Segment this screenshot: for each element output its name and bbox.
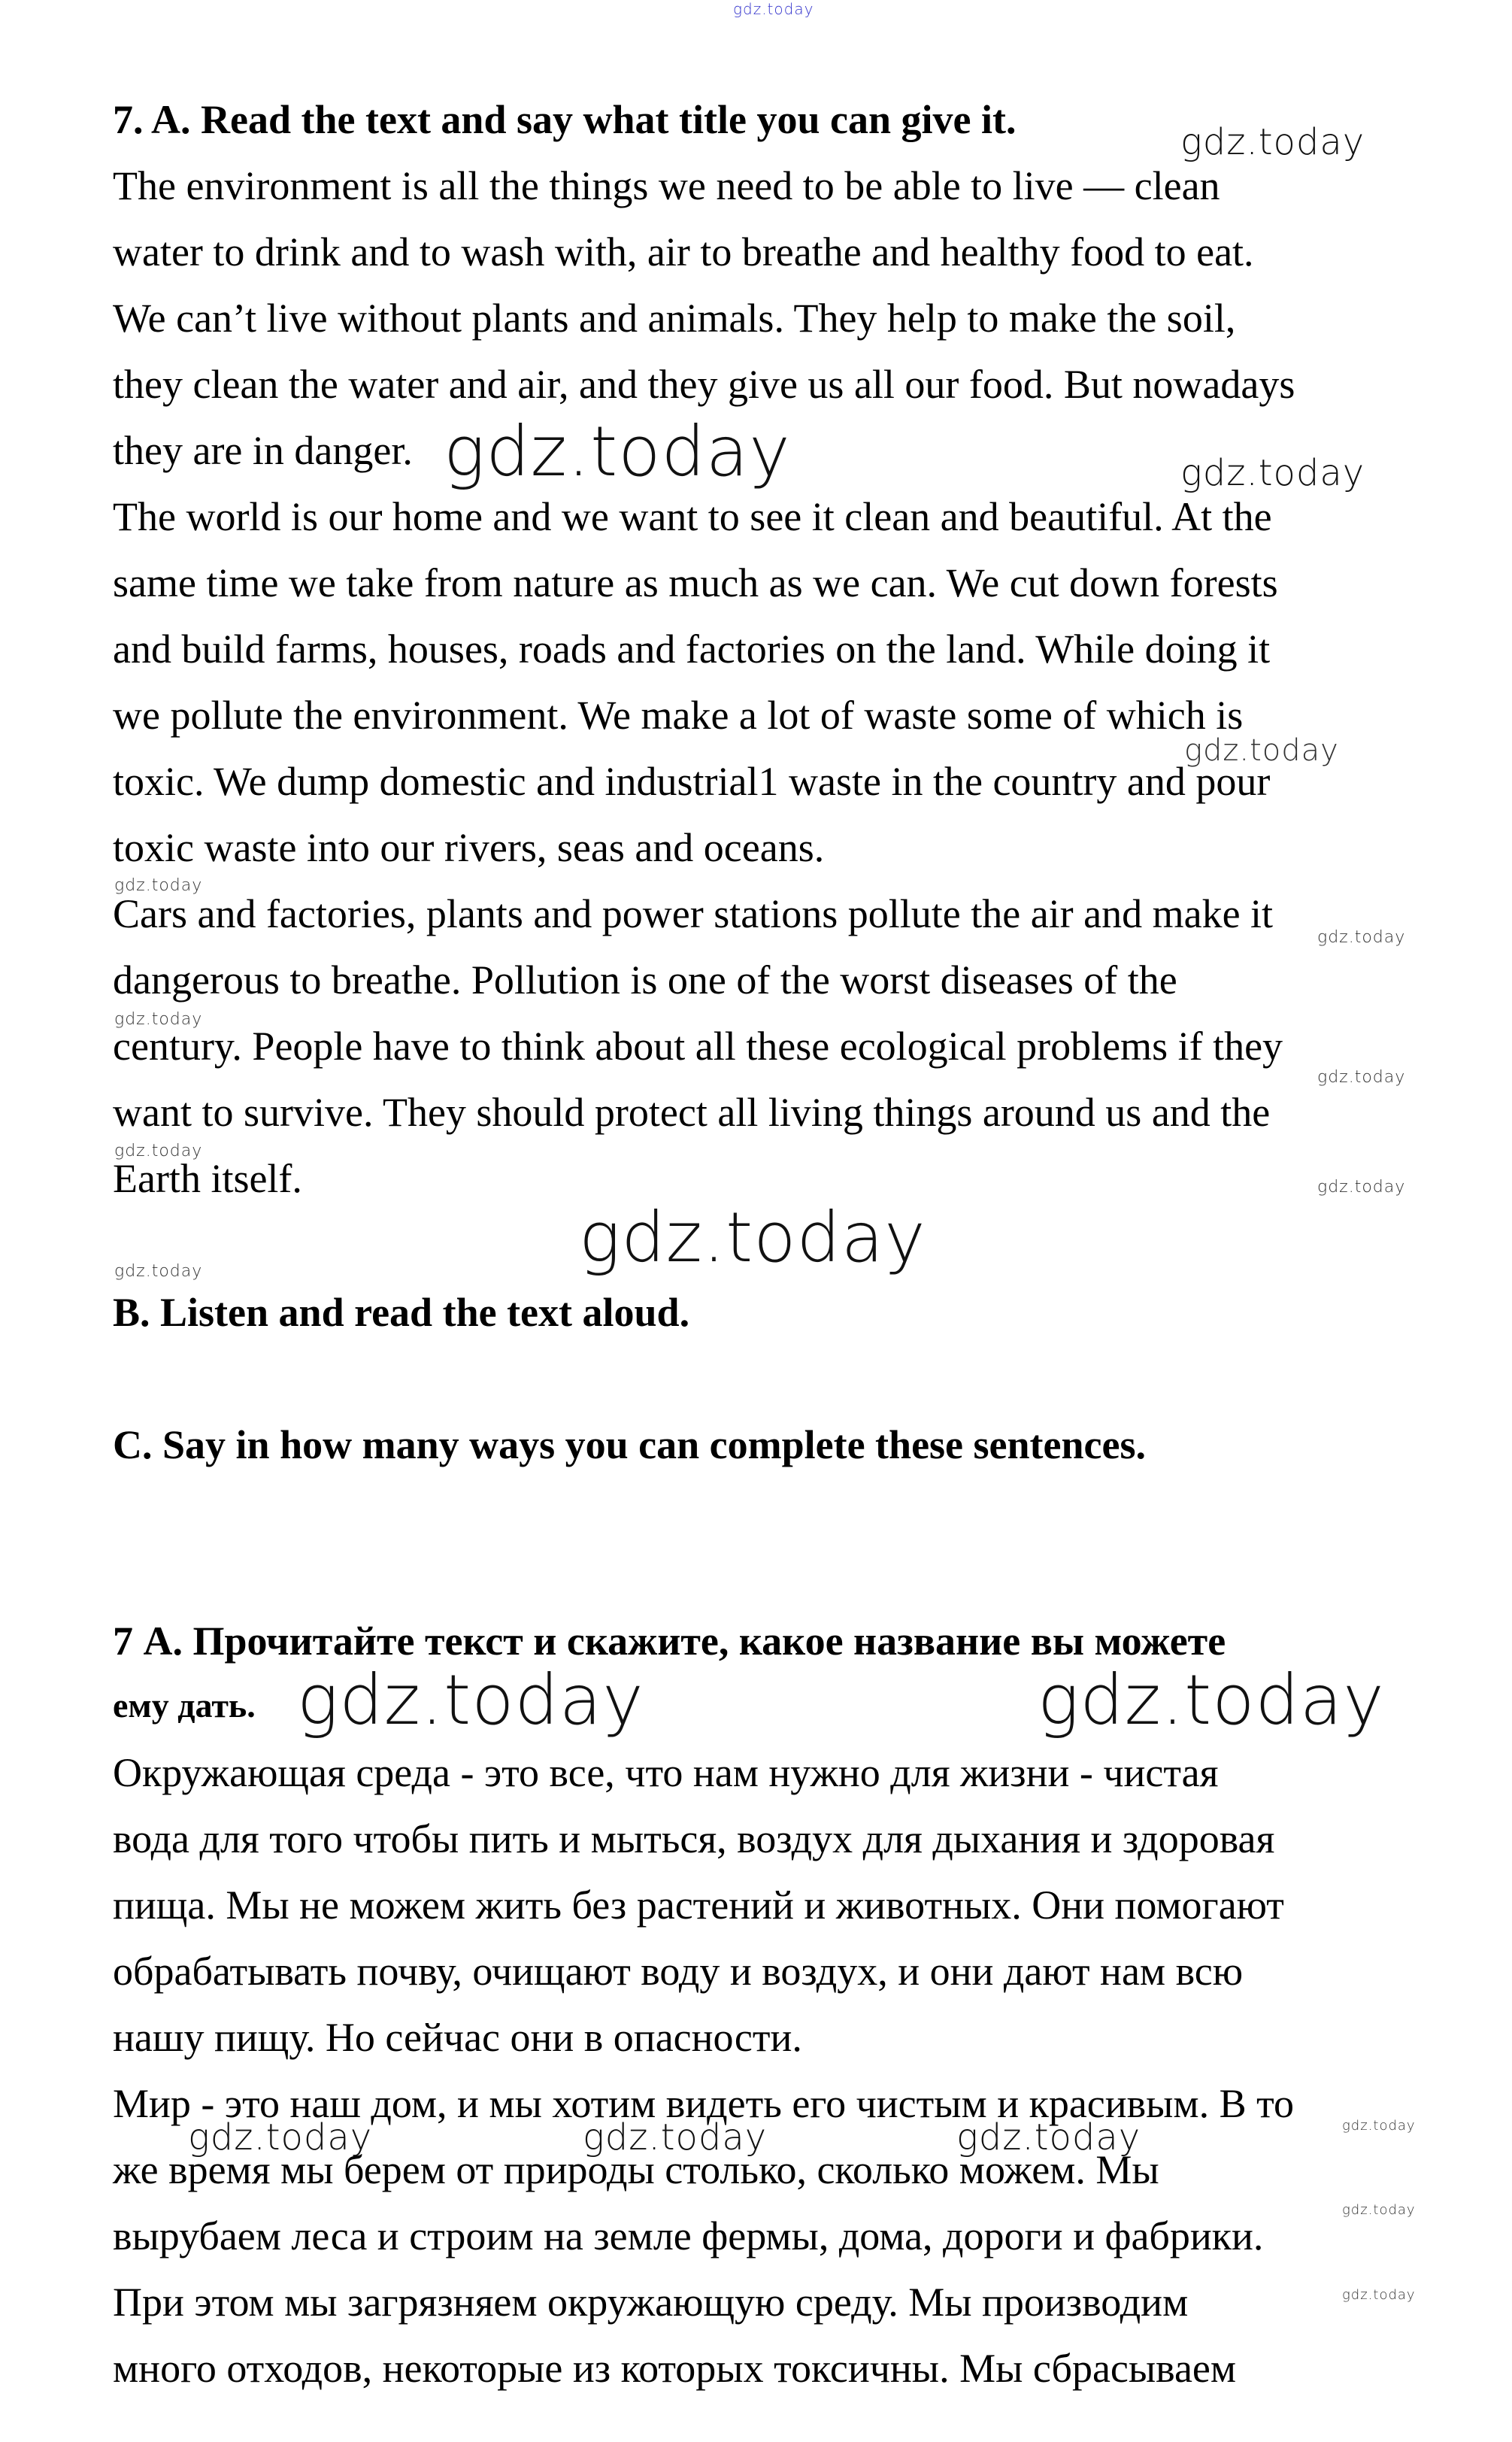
- text-line: same time we take from nature as much as we can. We cut down forests: [113, 560, 1278, 605]
- watermark-small: gdz.today: [114, 1010, 203, 1029]
- text-line: много отходов, некоторые из которых токсичны. Мы сбрасываем: [113, 2346, 1237, 2391]
- text-line: Cars and factories, plants and power stations pollute the air and make it: [113, 891, 1274, 936]
- watermark-small: gdz.today: [1342, 2202, 1416, 2218]
- text-line: обрабатывать почву, очищают воду и воздух, и они дают нам всю: [113, 1949, 1244, 1994]
- watermark: gdz.today: [956, 2116, 1141, 2158]
- text-line: нашу пищу. Но сейчас они в опасности.: [113, 2015, 802, 2060]
- text-line: Окружающая среда - это все, что нам нужно для жизни - чистая: [113, 1750, 1219, 1795]
- text-line: Мир - это наш дом, и мы хотим видеть его чистым и красивым. В то: [113, 2081, 1295, 2126]
- watermark-small: gdz.today: [1317, 1068, 1406, 1087]
- watermark-large: gdz.today: [1038, 1660, 1385, 1740]
- text-line: We can’t live without plants and animals. They help to make the soil,: [113, 296, 1236, 341]
- watermark: gdz.today: [188, 2116, 373, 2158]
- text-line: they are in danger.: [113, 428, 413, 473]
- text-line: toxic waste into our rivers, seas and oceans.: [113, 825, 825, 870]
- text-line: century. People have to think about all these ecological problems if they: [113, 1024, 1283, 1069]
- text-line: The world is our home and we want to see it clean and beautiful. At the: [113, 494, 1272, 539]
- text-line: пища. Мы не можем жить без растений и животных. Они помогают: [113, 1882, 1284, 1928]
- watermark-large: gdz.today: [579, 1197, 926, 1278]
- text-line: want to survive. They should protect all living things around us and the: [113, 1090, 1271, 1135]
- watermark-small: gdz.today: [1342, 2287, 1416, 2303]
- text-line: же время мы берем от природы столько, сколько можем. Мы: [113, 2147, 1159, 2192]
- watermark-large: gdz.today: [444, 411, 791, 492]
- task-a-heading-en: 7. A. Read the text and say what title you can give it.: [113, 97, 1017, 142]
- text-line: dangerous to breathe. Pollution is one of the worst diseases of the: [113, 957, 1177, 1003]
- watermark: gdz.today: [1180, 121, 1365, 163]
- task-c-heading: C. Say in how many ways you can complete these sentences.: [113, 1422, 1146, 1467]
- watermark: gdz.today: [1180, 452, 1365, 494]
- text-line: Earth itself.: [113, 1156, 302, 1201]
- watermark-small: gdz.today: [1342, 2118, 1416, 2134]
- watermark-large: gdz.today: [297, 1660, 644, 1740]
- watermark-small: gdz.today: [114, 876, 203, 895]
- watermark-small: gdz.today: [1317, 928, 1406, 947]
- text-line: and build farms, houses, roads and factories on the land. While doing it: [113, 626, 1271, 672]
- watermark-small: gdz.today: [114, 1262, 203, 1281]
- watermark-small: gdz.today: [1317, 1178, 1406, 1197]
- text-line: вырубаем леса и строим на земле фермы, дома, дороги и фабрики.: [113, 2213, 1264, 2258]
- watermark: gdz.today: [1184, 733, 1339, 768]
- text-line: water to drink and to wash with, air to breathe and healthy food to eat.: [113, 229, 1254, 275]
- watermark: gdz.today: [583, 2116, 768, 2158]
- task-a-heading-ru: 7 А. Прочитайте текст и скажите, какое название вы можете: [113, 1618, 1226, 1664]
- watermark-top: gdz.today: [733, 0, 814, 18]
- task-b-heading: B. Listen and read the text aloud.: [113, 1290, 690, 1335]
- text-line: При этом мы загрязняем окружающую среду. Мы производим: [113, 2280, 1189, 2325]
- text-line: toxic. We dump domestic and industrial1 waste in the country and pour: [113, 759, 1271, 804]
- text-line: The environment is all the things we need to be able to live — clean: [113, 163, 1220, 208]
- task-a-heading-ru-cont: ему дать.: [113, 1686, 256, 1725]
- watermark-small: gdz.today: [114, 1142, 203, 1160]
- text-line: we pollute the environment. We make a lot of waste some of which is: [113, 693, 1244, 738]
- text-line: they clean the water and air, and they give us all our food. But nowadays: [113, 362, 1295, 407]
- text-line: вода для того чтобы пить и мыться, воздух для дыхания и здоровая: [113, 1816, 1275, 1861]
